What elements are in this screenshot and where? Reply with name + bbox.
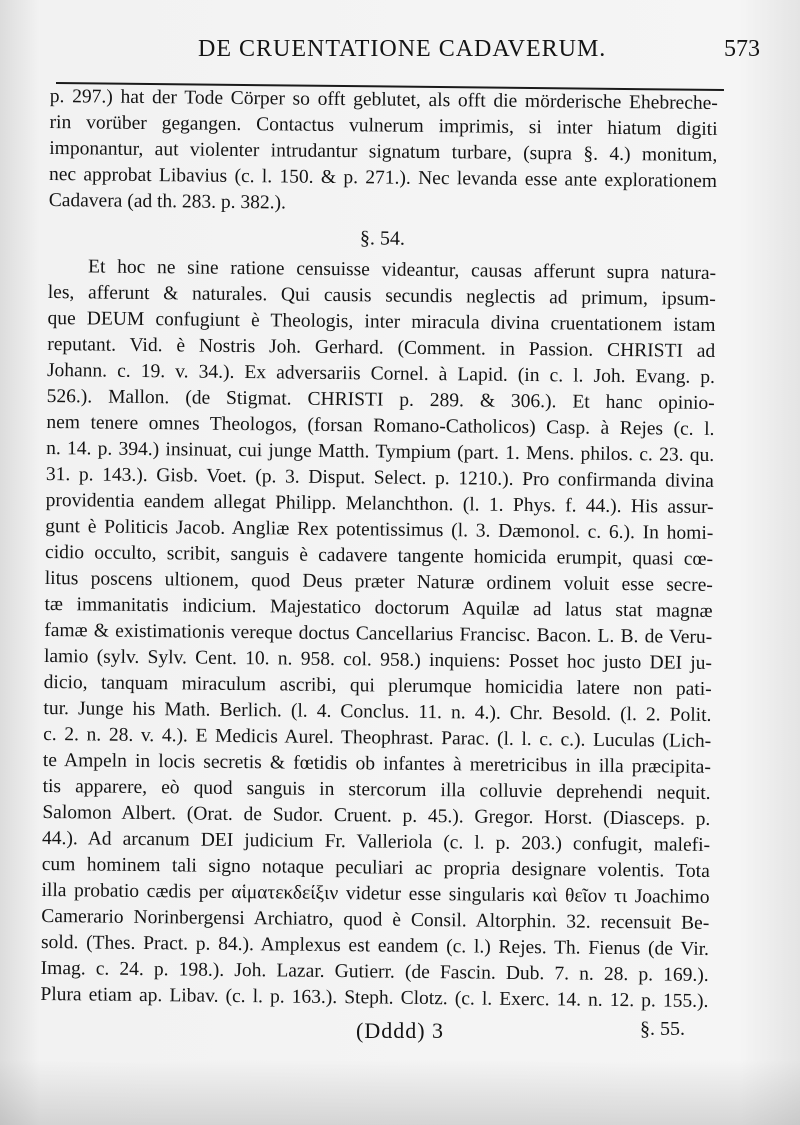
text-line: tur. Junge his Math. Berlich. (l. 4. Conclus. 11. n. 4.). Chr. Besold. (l. 2. Polit. bbox=[43, 697, 712, 726]
text-line: litus poscens ultionem, quod Deus præter Naturæ ordinem voluit esse secre- bbox=[44, 567, 713, 596]
text-line: que DEUM confugiunt è Theologis, inter miracula divina cruentationem istam bbox=[47, 307, 716, 336]
text-line: p. 297.) hat der Tode Cörper so offt geblutet, als offt die mörderische Ehebreche- bbox=[49, 85, 718, 114]
text-line: providentia eandem allegat Philipp. Melanchthon. (l. 1. Phys. f. 44.). His assur- bbox=[45, 489, 714, 518]
text-line: famæ & existimationis vereque doctus Cancellarius Francisc. Bacon. L. B. de Veru- bbox=[44, 619, 713, 648]
text-line: sold. (Thes. Pract. p. 84.). Amplexus est eandem (c. l.) Rejes. Th. Fienus (de Vir. bbox=[40, 931, 710, 960]
text-line: rin vorüber gegangen. Contactus vulnerum imprimis, si inter hiatum digiti bbox=[49, 111, 718, 140]
text-line: cidio occulto, scribit, sanguis è cadavere tangente homicida erumpit, quasi cœ- bbox=[44, 541, 714, 570]
text-line: te Ampeln in locis secretis & fœtidis ob infantes à meretricibus in illa præcipita- bbox=[42, 749, 711, 778]
text-line: tis apparere, eò quod sanguis in stercorum illa colluvie deprehendi nequit. bbox=[42, 775, 711, 804]
text-line: Et hoc ne sine ratione censuisse videantur, causas afferunt supra natura- bbox=[87, 256, 717, 284]
text-line: illa probatio cædis per αἱματεκδείξιν videtur esse singularis καὶ θεῖον τι Joachimo bbox=[41, 879, 710, 908]
text-line: les, afferunt & naturales. Qui causis secundis neglectis ad primum, ipsum- bbox=[47, 281, 716, 310]
text-line: nem tenere omnes Theologos, (forsan Romano-Catholicos) Casp. à Rejes (c. l. bbox=[46, 411, 715, 440]
text-line: lamio (sylv. Sylv. Cent. 10. n. 958. col. 958.) inquiens: Posset hoc justo DEI ju- bbox=[43, 645, 713, 674]
text-line: Cadavera (ad th. 283. p. 382.). bbox=[48, 189, 287, 214]
text-line: n. 14. p. 394.) insinuat, cui junge Matth. Tympium (part. 1. Mens. philos. c. 23. qu. bbox=[46, 437, 715, 466]
text-line: Camerario Norinbergensi Archiatro, quod è Consil. Altorphin. 32. recensuit Be- bbox=[41, 905, 710, 934]
text-line: Plura etiam ap. Libav. (c. l. p. 163.). Steph. Clotz. (c. l. Exerc. 14. n. 12. p. 155.). bbox=[40, 983, 709, 1012]
page-shadow bbox=[0, 1060, 800, 1125]
text-line: Imag. c. 24. p. 198.). Joh. Lazar. Gutierr. (de Fascin. Dub. 7. n. 28. p. 169.). bbox=[40, 957, 709, 986]
signature-mark: (Dddd) 3 bbox=[356, 1018, 445, 1043]
text-line: 44.). Ad arcanum DEI judicium Fr. Valleriola (c. l. p. 203.) confugit, malefi- bbox=[41, 827, 711, 856]
text-line: gunt è Politicis Jacob. Angliæ Rex potentissimus (l. 3. Dæmonol. c. 6.). In homi- bbox=[45, 515, 714, 544]
text-line: c. 2. n. 28. v. 4.). E Medicis Aurel. Theophrast. Parac. (l. l. c. c.). Luculas (Lich- bbox=[43, 723, 712, 752]
text-line: 31. p. 143.). Gisb. Voet. (p. 3. Disput. Select. p. 1210.). Pro confirmanda divina bbox=[45, 463, 714, 492]
page-number: 573 bbox=[724, 36, 760, 62]
text-line: Johann. c. 19. v. 34.). Ex adversariis Cornel. à Lapid. (in c. l. Joh. Evang. p. bbox=[46, 359, 716, 388]
text-line: reputant. Vid. è Nostris Joh. Gerhard. (Comment. in Passion. CHRISTI ad bbox=[47, 333, 716, 362]
text-line: 526.). Mallon. (de Stigmat. CHRISTI p. 289. & 306.). Et hanc opinio- bbox=[46, 385, 715, 414]
section-heading: §. 54. bbox=[359, 227, 406, 250]
page-header bbox=[0, 34, 800, 74]
page-body bbox=[40, 84, 718, 1031]
text-line: tæ immanitatis indicium. Majestatico doctorum Aquilæ ad latus stat magnæ bbox=[44, 593, 713, 622]
text-line: dicio, tanquam miraculum ascribi, qui plerumque homicidia latere non pati- bbox=[43, 671, 712, 700]
running-title: DE CRUENTATIONE CADAVERUM. bbox=[198, 36, 607, 62]
text-line: nec approbat Libavius (c. l. 150. & p. 271.). Nec levanda esse ante explorationem bbox=[48, 163, 718, 192]
text-line: Salomon Albert. (Orat. de Sudor. Cruent. p. 45.). Gregor. Horst. (Diasceps. p. bbox=[42, 801, 711, 830]
text-line: cum hominem tali signo notaque peculiari ac propria designare volentis. Tota bbox=[41, 853, 710, 882]
text-line: imponantur, aut violenter intrudantur signatum turbare, (supra §. 4.) monitum, bbox=[49, 137, 718, 166]
catchword: §. 55. bbox=[640, 1018, 685, 1040]
